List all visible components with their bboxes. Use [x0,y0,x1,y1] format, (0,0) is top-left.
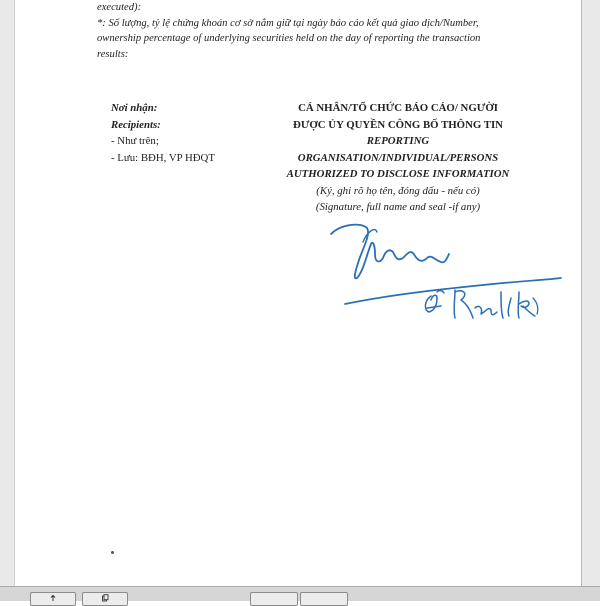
signature-instruction-vi: (Ký, ghi rõ họ tên, đóng dấu - nếu có) [316,184,480,197]
signature-block [267,100,529,216]
viewer-right-margin [580,0,600,600]
recipients-label-en: Recipients: [111,118,161,131]
share-button[interactable] [30,592,76,606]
signature-title-en-3: AUTHORIZED TO DISCLOSE INFORMATION [286,168,510,180]
copy-icon [101,594,109,602]
share-icon [49,594,57,602]
footnote [97,0,577,62]
nav-button[interactable] [250,592,298,606]
signature-title-en-1: REPORTING [366,135,430,147]
viewer-left-margin [0,0,14,600]
footnote-en-line-1: ownership percentage of underlying securities held on the day of reporting the transaction [97,33,481,44]
copy-button[interactable] [82,592,128,606]
signature-title-vi-2: ĐƯỢC ỦY QUYỀN CÔNG BỐ THÔNG TIN [293,118,503,131]
recipients-label-vi: Nơi nhận: [111,102,158,114]
signature-instruction-en: (Signature, full name and seal -if any) [315,201,481,213]
recipient-item: - Như trên; [111,135,159,147]
recipient-item: - Lưu: BĐH, VP HĐQT [111,151,215,164]
nav-button[interactable] [300,592,348,606]
footnote-executed-line: executed): [97,2,142,13]
recipients-block [111,100,261,166]
handwritten-signature [323,218,573,330]
signature-title-vi-1: CÁ NHÂN/TỔ CHỨC BÁO CÁO/ NGƯỜI [298,102,498,114]
viewer-toolbar [0,586,600,601]
footnote-vi-line: *: Số lượng, tỷ lệ chứng khoán cơ sở nắm giữ tại ngày báo cáo kết quả giao dịch/Number, [97,17,479,29]
page-mark [111,551,114,554]
signature-title-en-2: ORGANISATION/INDIVIDUAL/PERSONS [297,151,499,164]
footnote-en-line-2: results: [97,48,129,60]
document-page [14,0,582,586]
